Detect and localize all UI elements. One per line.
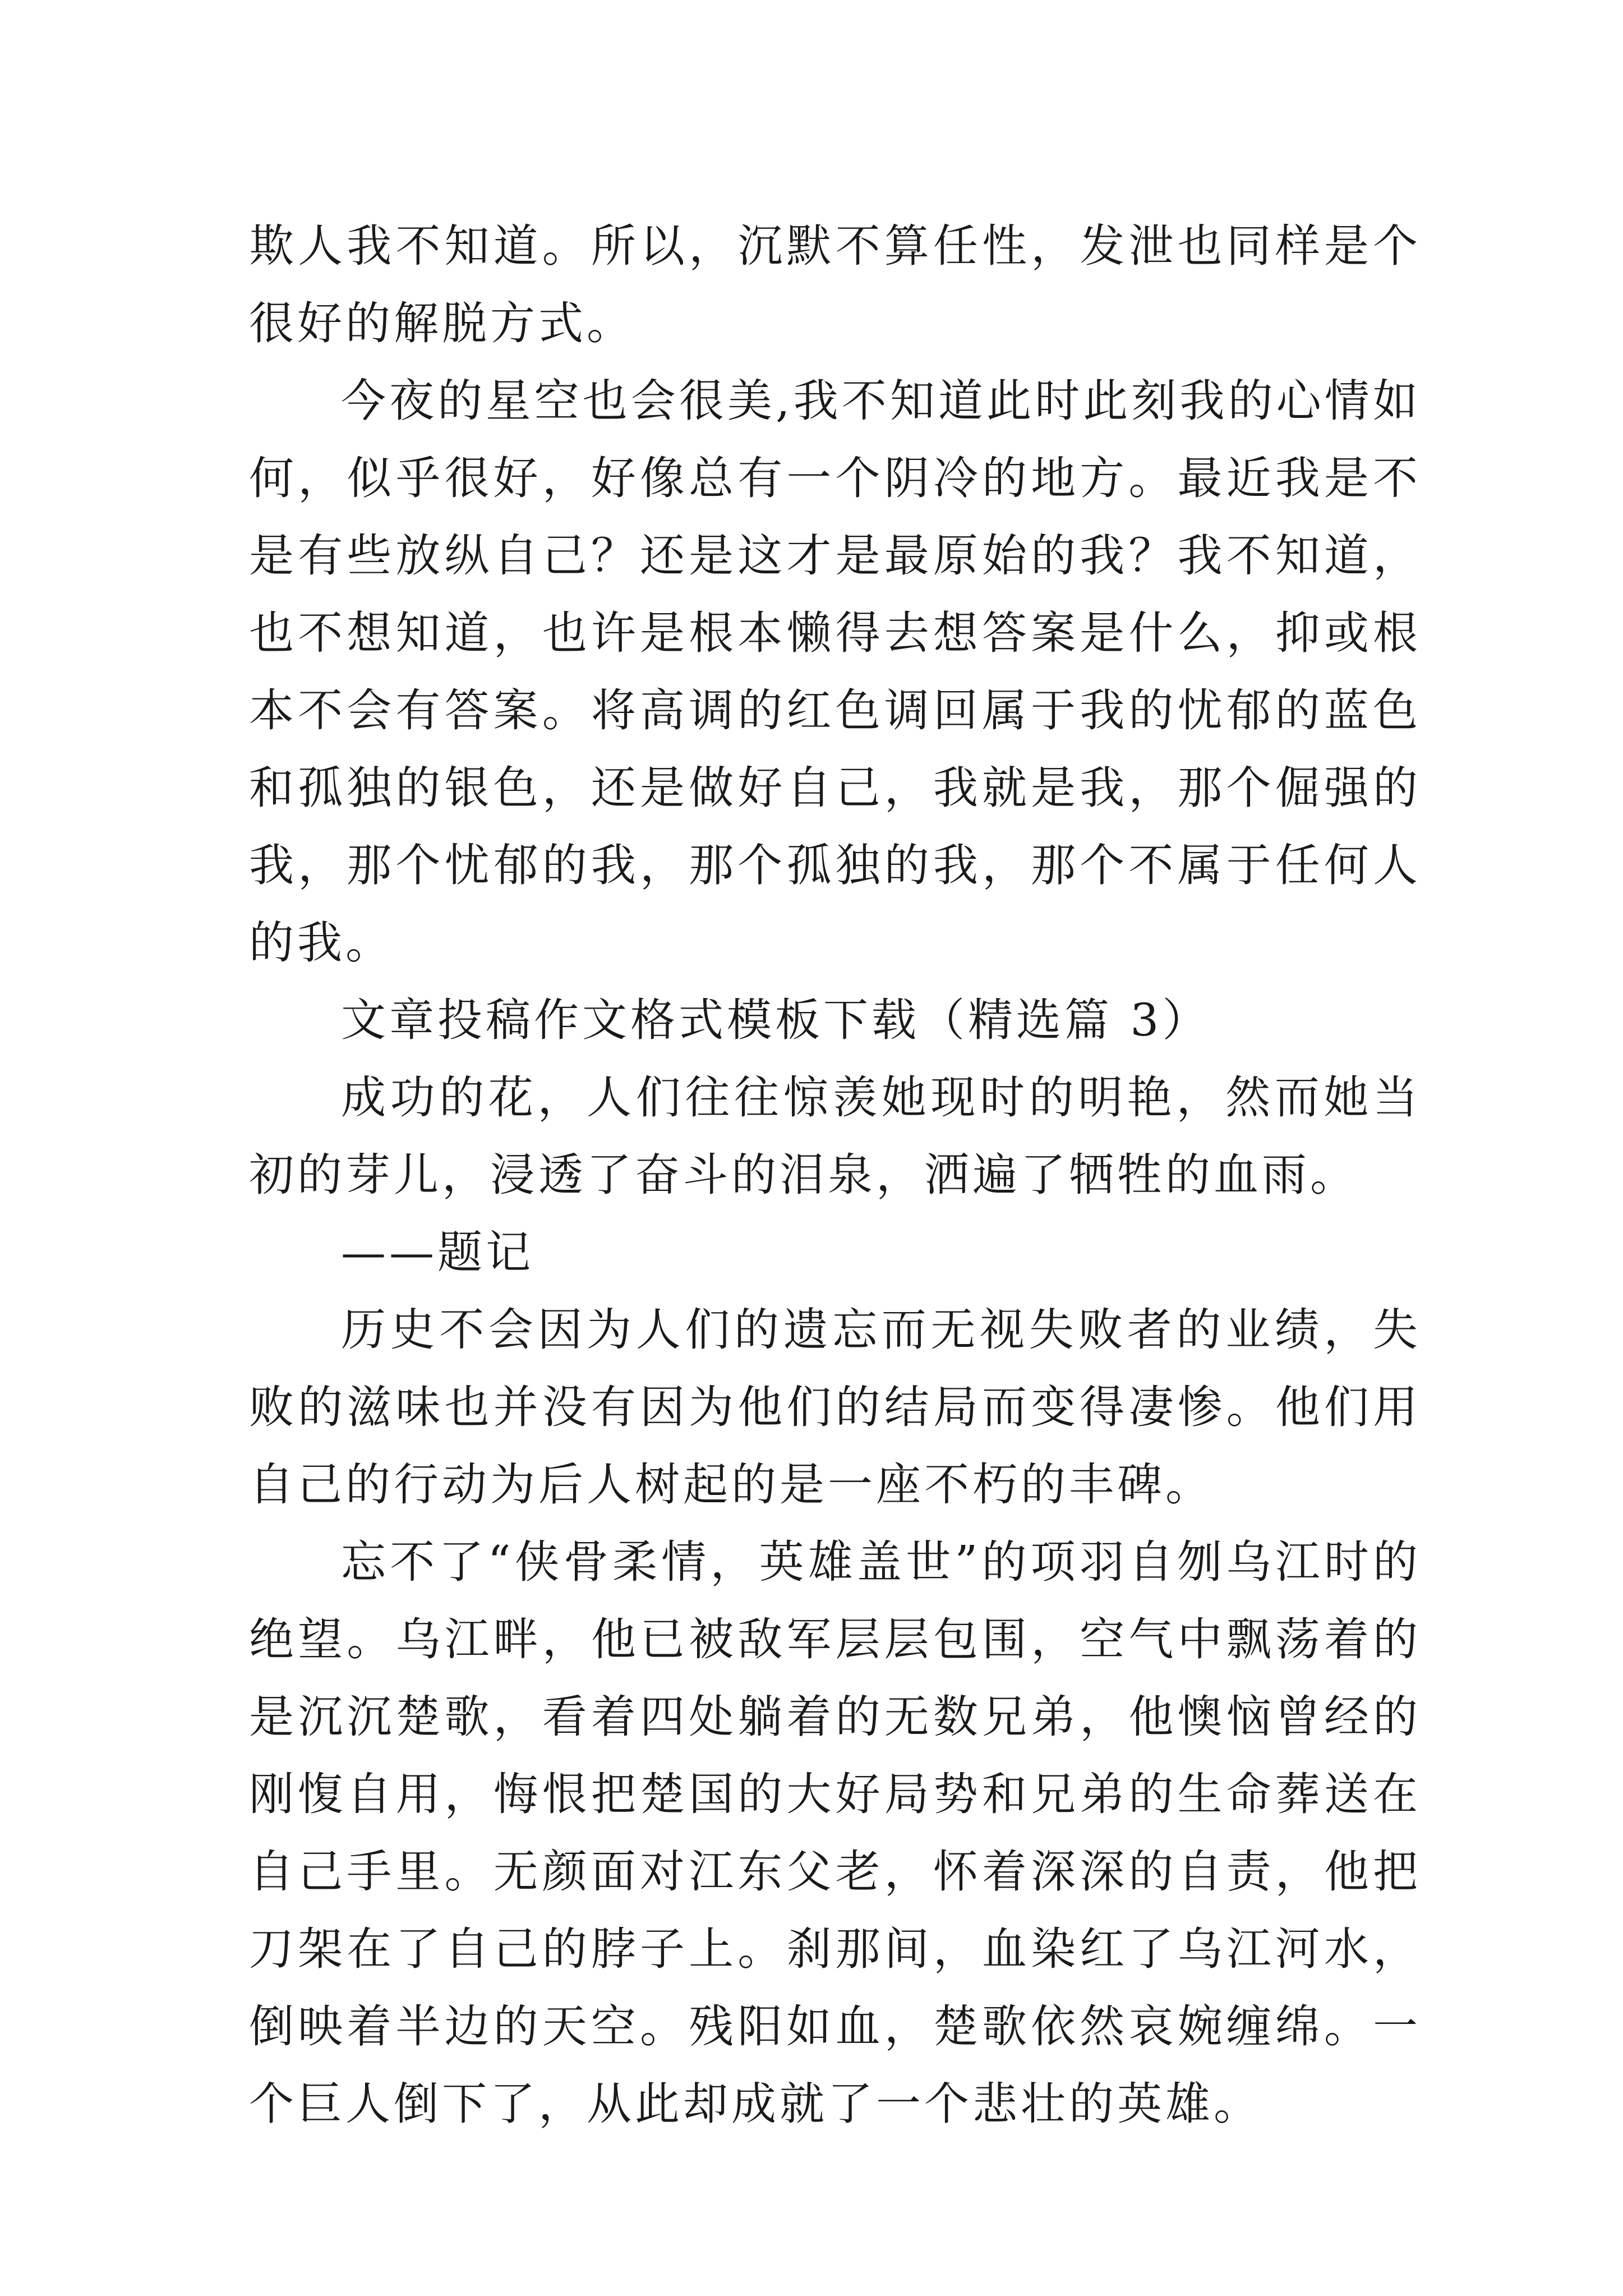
paragraph-continuation: 欺人我不知道。所以，沉默不算任性，发泄也同样是个很好的解脱方式。 — [249, 220, 1421, 349]
section-heading: 文章投稿作文格式模板下载（精选篇 3） — [341, 994, 1211, 1046]
epigraph-attribution: ——题记 — [341, 1226, 534, 1278]
document-body — [249, 208, 1421, 2143]
paragraph-starry-night: 今夜的星空也会很美,我不知道此时此刻我的心情如何，似乎很好，好像总有一个阴冷的地方。最近我是不是有些放纵自己？还是这才是最原始的我？我不知道，也不想知道，也许是根本懒得去想答案是什么，抑或根本不会有答案。将高调的红色调回属于我的忧郁的蓝色和孤独的银色，还是做好自己，我就是我，那个倔强的我，那个忧郁的我，那个孤独的我，那个不属于任何人的我。 — [249, 375, 1421, 969]
paragraph-history: 历史不会因为人们的遗忘而无视失败者的业绩，失败的滋味也并没有因为他们的结局而变得凄惨。他们用自己的行动为后人树起的是一座不朽的丰碑。 — [249, 1304, 1421, 1511]
paragraph-xiang-yu: 忘不了“侠骨柔情，英雄盖世”的项羽自刎乌江时的绝望。乌江畔，他已被敌军层层包围，空气中飘荡着的是沉沉楚歌，看着四处躺着的无数兄弟，他懊恼曾经的刚愎自用，悔恨把楚国的大好局势和兄弟的生命葬送在自己手里。无颜面对江东父老，怀着深深的自责，他把刀架在了自己的脖子上。刹那间，血染红了乌江河水，倒映着半边的天空。残阳如血，楚歌依然哀婉缠绵。一个巨人倒下了，从此却成就了一个悲壮的英雄。 — [249, 1536, 1421, 2130]
paragraph-epigraph: 成功的花，人们往往惊羡她现时的明艳，然而她当初的芽儿，浸透了奋斗的泪泉，洒遍了牺牲的血雨。 — [249, 1071, 1421, 1201]
